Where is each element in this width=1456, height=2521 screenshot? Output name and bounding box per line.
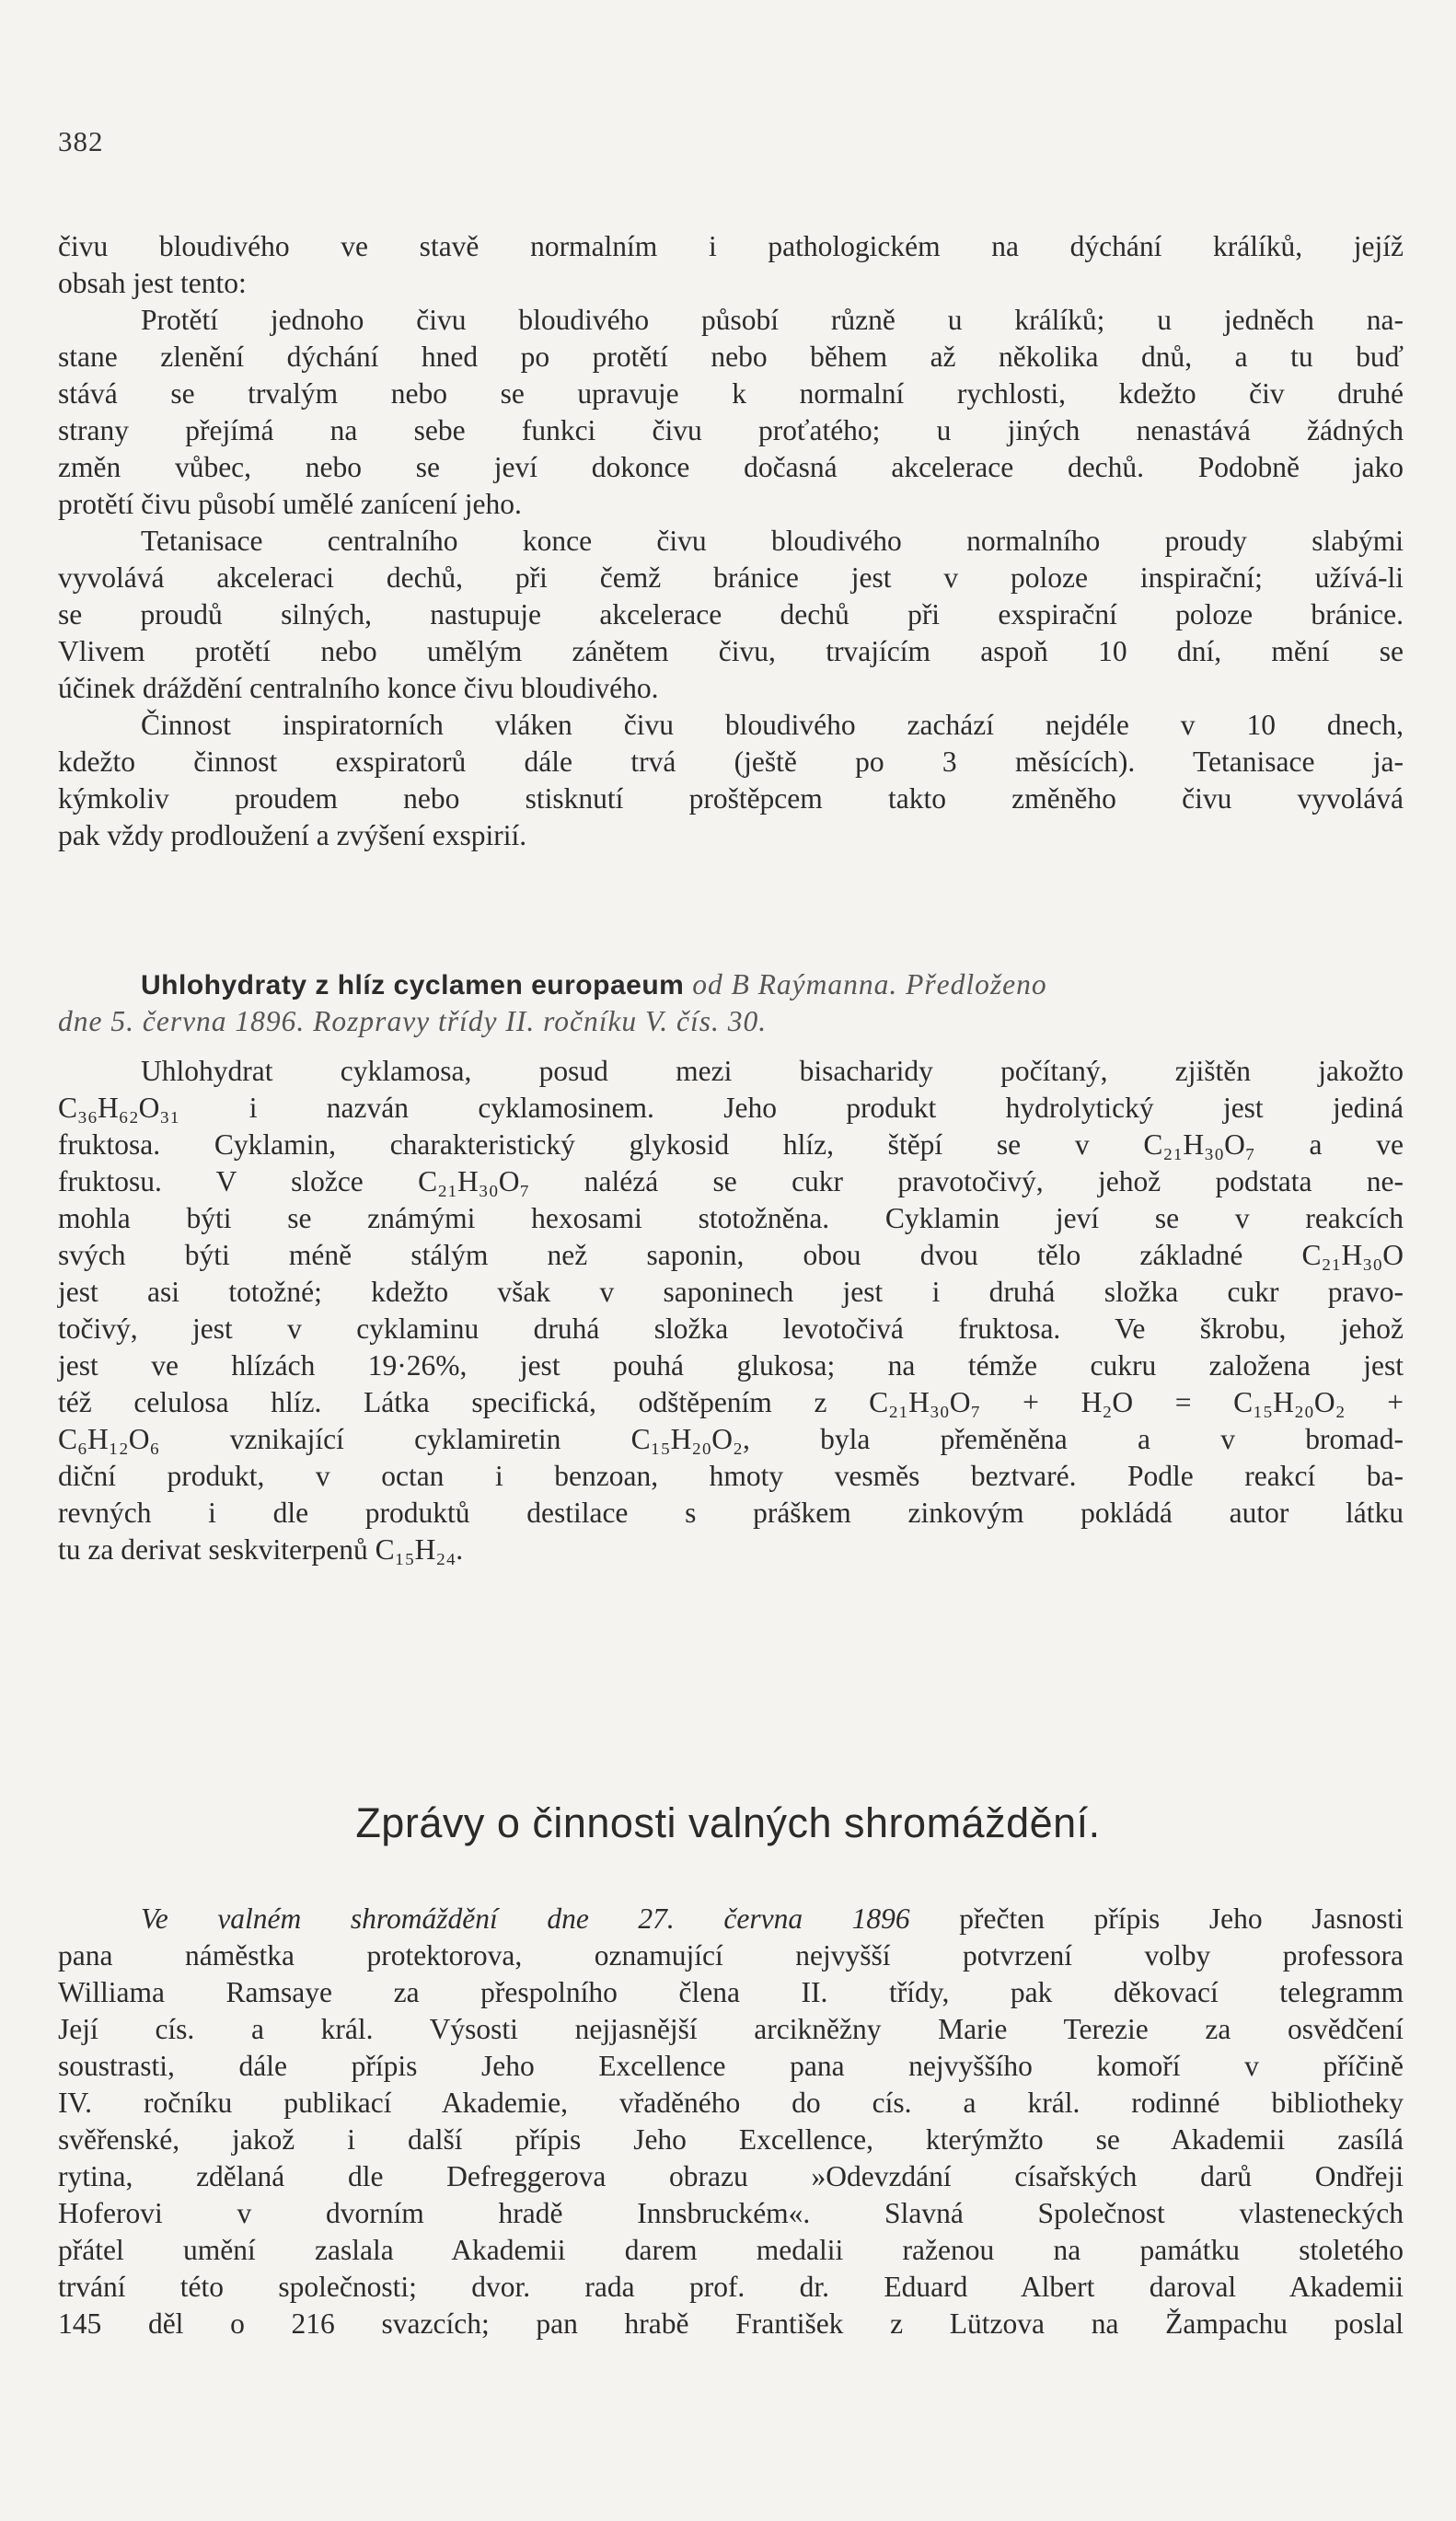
article-heading-cont [58, 1003, 1404, 1040]
section-title: Zprávy o činnosti valných shromáždění. [355, 1799, 1101, 1846]
text-line: Činnost inspiratorních vláken čivu bloudivého zachází nejdéle v 10 dnech, [141, 709, 1404, 741]
text-line: svých býti méně stálým než saponin, obou dvou tělo základné C₂₁H₃₀O [58, 1239, 1404, 1271]
text-line: Tetanisace centralního konce čivu bloudivého normalního proudy slabými [141, 525, 1404, 557]
text-line: strany přejímá na sebe funkci čivu proťatého; u jiných nenastává žádných [58, 414, 1404, 446]
article-heading-reference: dne 5. června 1896. Rozpravy třídy II. ročníku V. čís. 30. [58, 1005, 768, 1037]
text-line: kdežto činnost exspiratorů dále trvá (ještě po 3 měsících). Tetanisace ja- [58, 746, 1404, 778]
text-line: revných i dle produktů destilace s práškem zinkovým pokládá autor látku [58, 1497, 1404, 1529]
article-heading-title: Uhlohydraty z hlíz cyclamen europaeum [141, 970, 685, 1000]
text-line: se proudů silných, nastupuje akcelerace dechů při exspirační poloze bránice. [58, 598, 1404, 630]
text-line: pana náměstka protektorova, oznamující nejvyšší potvrzení volby professora [58, 1939, 1404, 1972]
text-line: účinek dráždění centralního konce čivu bloudivého. [58, 672, 659, 704]
text-line: čivu bloudivého ve stavě normalním i pathologickém na dýchání králíků, jejíž [58, 230, 1404, 262]
text-line: Uhlohydrat cyklamosa, posud mezi bisacharidy počítaný, zjištěn jakožto [141, 1055, 1404, 1087]
text-line: svěřenské, jakož i další přípis Jeho Excellence, kterýmžto se Akademii zasílá [58, 2123, 1404, 2156]
text-line: IV. ročníku publikací Akademie, vřaděného do cís. a král. rodinné bibliotheky [58, 2087, 1404, 2119]
text-line: točivý, jest v cyklaminu druhá složka levotočivá fruktosa. Ve škrobu, jehož [58, 1313, 1404, 1345]
text-line: jest ve hlízách 19·26%, jest pouhá glukosa; na témže cukru založena jest [58, 1349, 1404, 1382]
article-cyclamen [58, 966, 1404, 1568]
text-line: fruktosa. Cyklamin, charakteristický glykosid hlíz, štěpí se v C₂₁H₃₀O₇ a ve [58, 1128, 1404, 1161]
text-line: kýmkoliv proudem nebo stisknutí proštěpcem takto změněho čivu vyvolává [58, 782, 1404, 815]
text-line: jest asi totožné; kdežto však v saponinech jest i druhá složka cukr pravo- [58, 1276, 1404, 1308]
text-line: změn vůbec, nebo se jeví dokonce dočasná akcelerace dechů. Podobně jako [58, 451, 1404, 483]
text-line: vyvolává akceleraci dechů, při čemž bránice jest v poloze inspirační; užívá-li [58, 561, 1404, 594]
lead-rest: přečten přípis Jeho Jasnosti [909, 1902, 1404, 1935]
text-line: C₃₆H₆₂O₃₁ i nazván cyklamosinem. Jeho produkt hydrolytický jest jediná [58, 1092, 1404, 1124]
text-line: stává se trvalým nebo se upravuje k normalní rychlosti, kdežto čiv druhé [58, 377, 1404, 410]
text-line: obsah jest tento: [58, 267, 247, 299]
article-vagus-text [58, 228, 1404, 854]
text-line: Hoferovi v dvorním hradě Innsbruckém«. Slavná Společnost vlasteneckých [58, 2197, 1404, 2229]
text-line: diční produkt, v octan i benzoan, hmoty vesměs beztvaré. Podle reakcí ba- [58, 1460, 1404, 1492]
text-line: pak vždy prodloužení a zvýšení exspirií. [58, 819, 527, 851]
text-line: protětí čivu působí umělé zanícení jeho. [58, 488, 522, 520]
text-line: soustrasti, dále přípis Jeho Excellence pana nejvyššího komoří v příčině [58, 2050, 1404, 2082]
section-body [58, 1901, 1404, 2342]
text-line: Vlivem protětí nebo umělým zánětem čivu, trvajícím aspoň 10 dní, mění se [58, 635, 1404, 667]
text-line: též celulosa hlíz. Látka specifická, odštěpením z C₂₁H₃₀O₇ + H₂O = C₁₅H₂₀O₂ + [58, 1386, 1404, 1418]
text-line: trvání této společnosti; dvor. rada prof. dr. Eduard Albert daroval Akademii [58, 2271, 1404, 2303]
text-line: 145 děl o 216 svazcích; pan hrabě František z Lützova na Žampachu poslal [58, 2307, 1404, 2340]
lead-italic: Ve valném shromáždění dne 27. června 1896 [141, 1902, 910, 1935]
text-line: Její cís. a král. Výsosti nejjasnější arcikněžny Marie Terezie za osvědčení [58, 2013, 1404, 2045]
article-heading-source: od B Raýmanna. Předloženo [684, 968, 1047, 1000]
text-line: rytina, zdělaná dle Defreggerova obrazu »Odevzdání císařských darů Ondřeji [58, 2160, 1404, 2192]
text-line: fruktosu. V složce C₂₁H₃₀O₇ nalézá se cukr pravotočivý, jehož podstata ne- [58, 1165, 1404, 1197]
text-line: Protětí jednoho čivu bloudivého působí různě u králíků; u jedněch na- [141, 304, 1404, 336]
text-line: tu za derivat seskviterpenů C₁₅H₂₄. [58, 1533, 464, 1566]
text-line: stane zlenění dýchání hned po protětí nebo během až několika dnů, a tu buď [58, 341, 1404, 373]
text-line-lead [58, 1901, 1404, 1937]
text-line: C₆H₁₂O₆ vznikající cyklamiretin C₁₅H₂₀O₂, byla přeměněna a v bromad- [58, 1423, 1404, 1455]
text-line: mohla býti se známými hexosami stotožněna. Cyklamin jeví se v reakcích [58, 1202, 1404, 1234]
article-heading [58, 966, 1404, 1003]
page-number: 382 [58, 125, 104, 157]
text-line: Williama Ramsaye za přespolního člena II. třídy, pak děkovací telegramm [58, 1976, 1404, 2008]
text-line: přátel umění zaslala Akademii darem medalii raženou na památku stoletého [58, 2234, 1404, 2266]
